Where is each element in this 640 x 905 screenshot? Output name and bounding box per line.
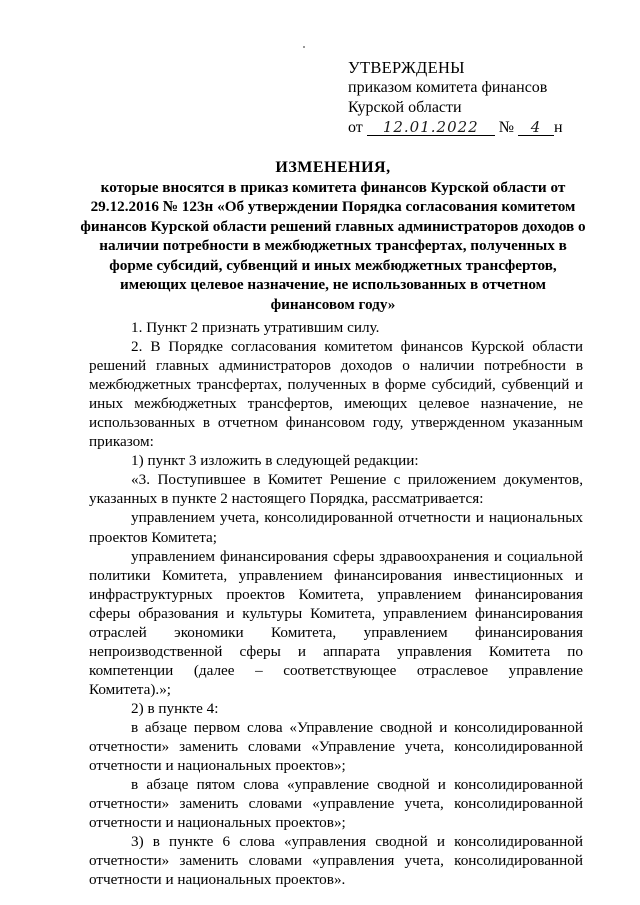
approval-line-1: приказом комитета финансов	[348, 79, 548, 96]
document-body	[89, 318, 583, 889]
paragraph: 1. Пункт 2 признать утратившим силу.	[131, 319, 380, 336]
paragraph: «3. Поступившее в Комитет Решение с приложением документов, указанных в пункте 2 настоящего Порядка, рассматривается:	[89, 471, 583, 508]
handwritten-date: 12.01.2022	[367, 119, 495, 136]
paragraph: в абзаце первом слова «Управление сводной и консолидированной отчетности» заменить словами «Управление учета, консолидированной отчетности и национальных проектов»;	[89, 718, 583, 775]
paragraph: 2) в пункте 4:	[131, 699, 219, 717]
approval-line-2: Курской области	[348, 99, 462, 116]
paragraph: 1) пункт 3 изложить в следующей редакции:	[131, 452, 419, 470]
approval-stamp-block	[348, 58, 618, 138]
document-heading	[78, 158, 588, 314]
paragraph: управлением учета, консолидированной отчетности и национальных проектов Комитета;	[89, 509, 583, 546]
paragraph: 3) в пункте 6 слова «управления сводной и консолидированной отчетности» заменить словами «управления учета, консолидированной отчетности и национальных проектов».	[89, 833, 583, 889]
paragraph: 2. В Порядке согласования комитетом финансов Курской области решений главных администраторов доходов о наличии потребности в межбюджетных трансфертах, полученных в форме субсидий, субвенций и иных межбюджетных трансфертов, имеющих целевое назначение, не использованных в отчетном финансовом году, утвержденном указанным приказом:	[89, 338, 583, 451]
scan-speck	[303, 46, 305, 48]
paragraph: управлением финансирования сферы здравоохранения и социальной политики Комитета, управлением финансирования инвестиционных и инфраструктурных проектов Комитета, управлением финансирования сферы образования и культуры Комитета, управлением финансирования отраслей экономики Комитета, управлением финансирования непроизводственной сферы и аппарата управления Комитета по компетенции (далее – соответствующее отраслевое управление Комитета).»;	[89, 547, 583, 698]
handwritten-number: 4	[518, 119, 554, 136]
number-prefix: №	[498, 119, 515, 136]
heading-subtitle: которые вносятся в приказ комитета финансов Курской области от 29.12.2016 № 123н «Об утверждении Порядка согласования комитетом финансов Курской области решений главных администраторов доходов о наличии потребности в межбюджетных трансфертах, полученных в форме субсидий, субвенций и иных межбюджетных трансфертов, имеющих целевое назначение, не использованных в отчетном финансовом году»	[80, 178, 586, 313]
date-prefix: от	[348, 119, 363, 136]
number-suffix: н	[554, 119, 563, 136]
approval-title: УТВЕРЖДЕНЫ	[348, 58, 465, 77]
heading-title: ИЗМЕНЕНИЯ,	[275, 159, 391, 176]
paragraph: в абзаце пятом слова «управление сводной и консолидированной отчетности» заменить словами «управление учета, консолидированной отчетности и национальных проектов»;	[89, 776, 583, 832]
approval-date-line	[348, 118, 618, 138]
